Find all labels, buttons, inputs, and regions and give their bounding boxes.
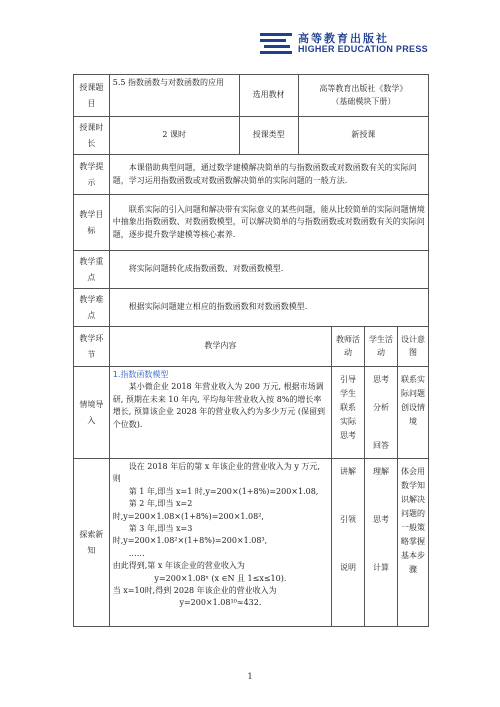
intro-stage: 情境导入	[74, 367, 110, 459]
intro-student-2: 分析	[372, 403, 389, 412]
publisher-emblem-icon	[258, 30, 294, 56]
textbook-volume: （基础模块下册）	[331, 96, 396, 106]
design-header: 设计意图	[397, 327, 428, 367]
explore-teacher-activity	[332, 459, 365, 627]
logo-chinese: 高等教育出版社	[298, 32, 389, 45]
explore-stage: 探索新知	[74, 459, 110, 627]
explore-teacher-2: 引领	[340, 515, 357, 524]
intro-student-activity	[365, 367, 398, 459]
stage-header: 教学环节	[74, 327, 110, 367]
explore-result: y=200×1.08¹⁰≈432.	[179, 598, 262, 608]
intro-teacher-2: 学生	[340, 389, 357, 398]
hours-label: 授课时长	[74, 117, 110, 155]
explore-student-2: 思考	[372, 515, 389, 524]
explore-line-4: 第 3 年,即当 x=3 时,y=200×1.08²×(1+8%)=200×1.08³,	[112, 523, 268, 546]
explore-content	[109, 459, 331, 627]
topic-label: 授课题目	[74, 75, 110, 117]
explore-student-activity	[365, 459, 398, 627]
textbook-value	[298, 75, 428, 117]
type-value: 新授课	[298, 117, 428, 155]
intro-teacher-activity	[332, 367, 365, 459]
intro-teacher-4: 实际	[340, 417, 357, 426]
explore-student-3: 计算	[372, 563, 389, 572]
intro-teacher-5: 思考	[340, 431, 357, 440]
intro-student-3: 回答	[372, 441, 389, 450]
difficulty-value: 根据实际问题建立相应的指数函数和对数函数模型.	[109, 289, 428, 327]
type-label: 授课类型	[239, 117, 298, 155]
intro-student-1: 思考	[372, 375, 389, 384]
page-number: 1	[247, 672, 253, 681]
lesson-plan-table	[73, 74, 429, 627]
hint-value: 本课借助典型问题，通过数学建模解决简单的与指数函数或对数函数有关的实际问题，学习运用指数函数或对数函数解决简单的实际问题的一般方法.	[109, 155, 428, 195]
explore-student-1: 理解	[372, 467, 389, 476]
explore-formula: y=200×1.08ˣ (x ∈N 且 1≤x≤10).	[154, 573, 287, 583]
logo-english: HIGHER EDUCATION PRESS	[298, 44, 428, 54]
student-header: 学生活动	[365, 327, 398, 367]
explore-line-8: 当 x=10时,得到 2028 年该企业的营业收入为	[112, 585, 277, 595]
difficulty-label: 教学难点	[74, 289, 110, 327]
intro-teacher-3: 联系	[340, 403, 357, 412]
content-header: 教学内容	[109, 327, 331, 367]
hours-value: 2 课时	[109, 117, 239, 155]
intro-content	[109, 367, 331, 459]
intro-section-title: 1.指数函数模型	[112, 370, 169, 379]
hint-label: 教学提示	[74, 155, 110, 195]
textbook-name: 高等教育出版社《数学》	[319, 84, 408, 94]
goal-label: 教学目标	[74, 195, 110, 251]
intro-design: 联系实际问题创设情境	[397, 367, 428, 459]
intro-teacher-1: 引导	[340, 375, 357, 384]
textbook-label: 选用教材	[239, 75, 298, 117]
publisher-logo	[258, 28, 428, 58]
explore-line-2: 第 1 年,即当 x=1 时,y=200×(1+8%)=200×1.08,	[128, 486, 319, 496]
explore-line-5: ……	[128, 548, 145, 558]
explore-line-1: 设在 2018 年后的第 x 年该企业的营业收入为 y 万元, 则	[112, 462, 320, 484]
explore-line-6: 由此得到,第 x 年该企业的营业收入为	[112, 561, 245, 571]
explore-design: 体会用数学知识解决问题的一般策略掌握基本步骤	[397, 459, 428, 627]
intro-text: 某小微企业 2018 年营业收入为 200 万元, 根据市场调研, 预期在未来 10 年内, 平均每年营业收入按 8%的增长率增长, 预算该企业 2028 年的营业收入约为多少万元 (保留到个位数).	[112, 382, 325, 429]
explore-teacher-1: 讲解	[340, 467, 357, 476]
topic-value: 5.5 指数函数与对数函数的应用	[109, 75, 239, 117]
teacher-header: 教师活动	[332, 327, 365, 367]
goal-value: 联系实际的引入问题和解决带有实际意义的某些问题，能从比较简单的实际问题情境中抽象出指数函数、对数函数模型，可以解决简单的与指数函数或对数函数有关的实际问题，逐步提升数学建模等核心素养.	[109, 195, 428, 251]
key-point-value: 将实际问题转化成指数函数、对数函数模型.	[109, 251, 428, 289]
explore-line-3: 第 2 年,即当 x=2 时,y=200×1.08×(1+8%)=200×1.08²,	[112, 499, 264, 521]
explore-teacher-3: 说明	[340, 563, 357, 572]
key-point-label: 教学重点	[74, 251, 110, 289]
